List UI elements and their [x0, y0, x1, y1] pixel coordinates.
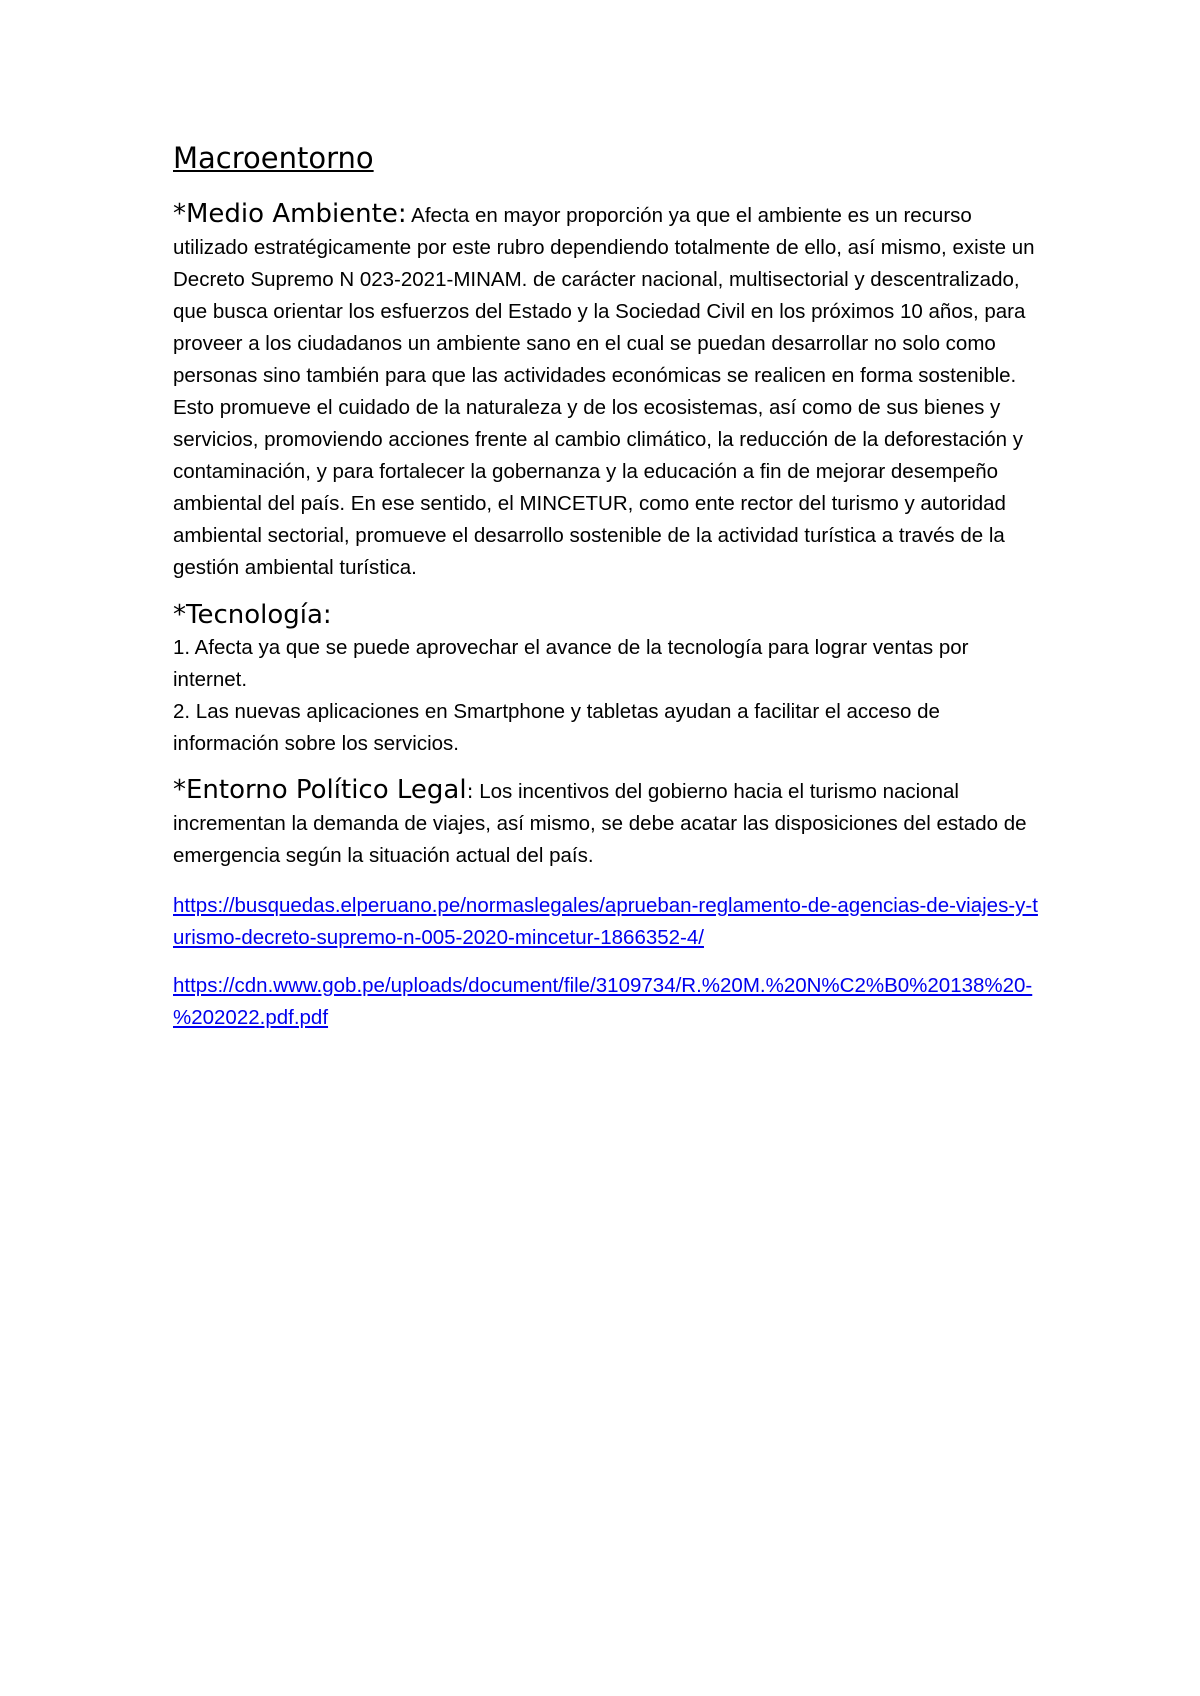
link-elperuano[interactable]: https://busquedas.elperuano.pe/normaslegales/aprueban-reglamento-de-agencias-de-viajes-y-turismo-decreto-supremo-n-005-2020-mincetur-1866352-4/	[173, 893, 1038, 949]
document-page	[173, 140, 1043, 1050]
medio-ambiente-body: Afecta en mayor proporción ya que el ambiente es un recurso utilizado estratégicamente por este rubro dependiendo totalmente de ello, así mismo, existe un Decreto Supremo N 023-2021-MINAM. de carácter nacional, multisectorial y descentralizado, que busca orientar los esfuerzos del Estado y la Sociedad Civil en los próximos 10 años, para proveer a los ciudadanos un ambiente sano en el cual se puedan desarrollar no solo como personas sino también para que las actividades económicas se realicen en forma sostenible. Esto promueve el cuidado de la naturaleza y de los ecosistemas, así como de sus bienes y servicios, promoviendo acciones frente al cambio climático, la reducción de la deforestación y contaminación, y para fortalecer la gobernanza y la educación a fin de mejorar desempeño ambiental del país. En ese sentido, el MINCETUR, como ente rector del turismo y autoridad ambiental sectorial, promueve el desarrollo sostenible de la actividad turística a través de la gestión ambiental turística.	[173, 203, 1035, 579]
section-entorno-politico	[173, 774, 1043, 872]
entorno-politico-colon: :	[466, 778, 474, 803]
medio-ambiente-heading: *Medio Ambiente:	[173, 198, 407, 229]
tecnologia-item-2: 2. Las nuevas aplicaciones en Smartphone y tabletas ayudan a facilitar el acceso de información sobre los servicios.	[173, 699, 940, 755]
tecnologia-item-1: 1. Afecta ya que se puede aprovechar el avance de la tecnología para lograr ventas por internet.	[173, 635, 969, 691]
entorno-politico-paragraph	[173, 774, 1043, 872]
entorno-politico-body: Los incentivos del gobierno hacia el turismo nacional incrementan la demanda de viajes, así mismo, se debe acatar las disposiciones del estado de emergencia según la situación actual del país.	[173, 779, 1027, 867]
section-tecnologia	[173, 598, 1043, 760]
document-title: Macroentorno	[173, 141, 374, 175]
section-medio-ambiente	[173, 198, 1043, 584]
entorno-politico-heading: *Entorno Político Legal	[173, 774, 467, 805]
tecnologia-heading: *Tecnología:	[173, 599, 332, 630]
link-gob-pe[interactable]: https://cdn.www.gob.pe/uploads/document/file/3109734/R.%20M.%20N%C2%B0%20138%20-%202022.pdf.pdf	[173, 973, 1033, 1029]
medio-ambiente-paragraph	[173, 198, 1043, 584]
